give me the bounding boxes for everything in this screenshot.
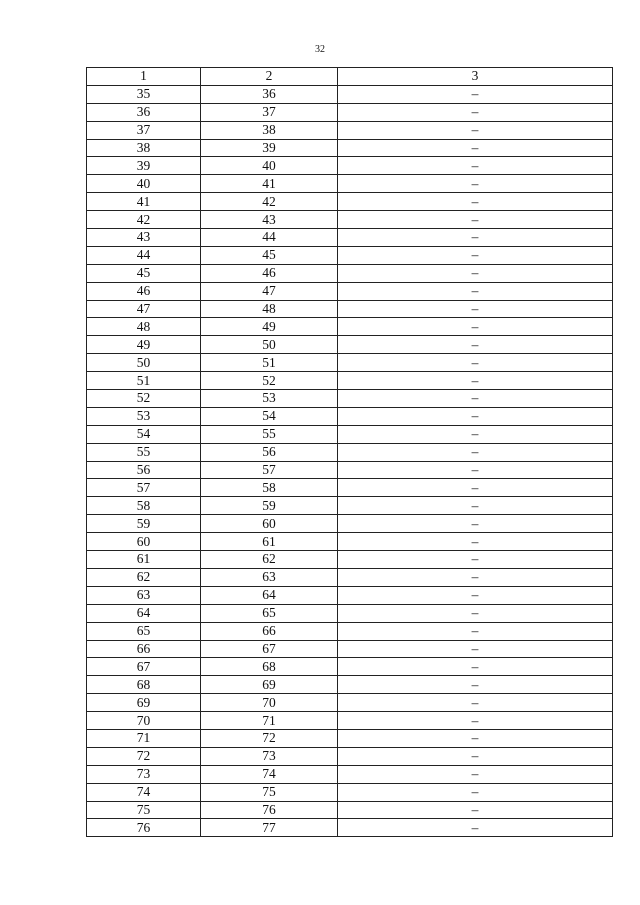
table-cell-col-1: 35 <box>87 85 201 103</box>
table-row <box>87 497 613 515</box>
table-row <box>87 85 613 103</box>
table-cell-col-3: – <box>338 282 613 300</box>
table-cell-col-1: 63 <box>87 586 201 604</box>
table-cell-col-1: 37 <box>87 121 201 139</box>
table-cell-col-2: 51 <box>201 354 338 372</box>
table-cell-col-3: – <box>338 479 613 497</box>
table-cell-col-1: 41 <box>87 193 201 211</box>
table-row <box>87 551 613 569</box>
table-cell-col-1: 39 <box>87 157 201 175</box>
table-cell-col-2: 75 <box>201 783 338 801</box>
table-cell-col-3: – <box>338 354 613 372</box>
table-row <box>87 300 613 318</box>
table-cell-col-1: 47 <box>87 300 201 318</box>
table-cell-col-3: – <box>338 801 613 819</box>
table-cell-col-3: – <box>338 407 613 425</box>
table-cell-col-1: 68 <box>87 676 201 694</box>
table-row <box>87 318 613 336</box>
table-row <box>87 425 613 443</box>
table-row <box>87 533 613 551</box>
table-cell-col-1: 46 <box>87 282 201 300</box>
header-row <box>87 68 613 86</box>
table-cell-col-1: 66 <box>87 640 201 658</box>
table-cell-col-1: 42 <box>87 211 201 229</box>
table-row <box>87 694 613 712</box>
table-row <box>87 354 613 372</box>
table-cell-col-1: 75 <box>87 801 201 819</box>
table-cell-col-2: 53 <box>201 390 338 408</box>
table-row <box>87 640 613 658</box>
table-cell-col-1: 73 <box>87 765 201 783</box>
table-cell-col-3: – <box>338 551 613 569</box>
table-cell-col-3: – <box>338 443 613 461</box>
table-cell-col-2: 41 <box>201 175 338 193</box>
table-cell-col-2: 37 <box>201 103 338 121</box>
table-cell-col-2: 50 <box>201 336 338 354</box>
table-row <box>87 229 613 247</box>
table-cell-col-3: – <box>338 193 613 211</box>
table-cell-col-2: 45 <box>201 246 338 264</box>
table-row <box>87 676 613 694</box>
table-cell-col-3: – <box>338 729 613 747</box>
column-header-3: 3 <box>338 68 613 86</box>
table-row <box>87 622 613 640</box>
table-cell-col-2: 49 <box>201 318 338 336</box>
table-row <box>87 157 613 175</box>
table-row <box>87 479 613 497</box>
table-cell-col-2: 43 <box>201 211 338 229</box>
table-cell-col-3: – <box>338 211 613 229</box>
table-row <box>87 568 613 586</box>
table-cell-col-2: 72 <box>201 729 338 747</box>
table-cell-col-1: 38 <box>87 139 201 157</box>
table-cell-col-3: – <box>338 85 613 103</box>
table-cell-col-3: – <box>338 694 613 712</box>
table-cell-col-1: 48 <box>87 318 201 336</box>
table-cell-col-2: 71 <box>201 712 338 730</box>
table-row <box>87 193 613 211</box>
table-cell-col-2: 55 <box>201 425 338 443</box>
table-cell-col-3: – <box>338 783 613 801</box>
table-cell-col-3: – <box>338 318 613 336</box>
table-cell-col-2: 73 <box>201 747 338 765</box>
table-cell-col-1: 55 <box>87 443 201 461</box>
table-cell-col-1: 51 <box>87 372 201 390</box>
table-cell-col-3: – <box>338 622 613 640</box>
table-row <box>87 407 613 425</box>
table-cell-col-1: 61 <box>87 551 201 569</box>
table-cell-col-1: 57 <box>87 479 201 497</box>
table-cell-col-3: – <box>338 533 613 551</box>
table-row <box>87 336 613 354</box>
table-cell-col-3: – <box>338 676 613 694</box>
table-cell-col-3: – <box>338 300 613 318</box>
table-cell-col-1: 58 <box>87 497 201 515</box>
table-cell-col-2: 38 <box>201 121 338 139</box>
table-cell-col-3: – <box>338 121 613 139</box>
table-cell-col-2: 70 <box>201 694 338 712</box>
table-cell-col-1: 67 <box>87 658 201 676</box>
table-cell-col-1: 56 <box>87 461 201 479</box>
column-header-2: 2 <box>201 68 338 86</box>
table-cell-col-2: 68 <box>201 658 338 676</box>
table-cell-col-3: – <box>338 640 613 658</box>
table-cell-col-1: 59 <box>87 515 201 533</box>
table-cell-col-2: 65 <box>201 604 338 622</box>
table-row <box>87 390 613 408</box>
table-cell-col-3: – <box>338 461 613 479</box>
table-row <box>87 712 613 730</box>
table-row <box>87 211 613 229</box>
table-cell-col-2: 62 <box>201 551 338 569</box>
table-cell-col-1: 76 <box>87 819 201 837</box>
table-cell-col-2: 67 <box>201 640 338 658</box>
table-cell-col-1: 49 <box>87 336 201 354</box>
table-cell-col-3: – <box>338 264 613 282</box>
page-number: 32 <box>315 44 325 55</box>
table-cell-col-3: – <box>338 586 613 604</box>
table-cell-col-3: – <box>338 246 613 264</box>
table-cell-col-2: 60 <box>201 515 338 533</box>
table-body <box>87 85 613 836</box>
table-cell-col-2: 64 <box>201 586 338 604</box>
table-cell-col-2: 63 <box>201 568 338 586</box>
table-cell-col-2: 57 <box>201 461 338 479</box>
table-cell-col-2: 59 <box>201 497 338 515</box>
table-cell-col-3: – <box>338 819 613 837</box>
table-cell-col-3: – <box>338 390 613 408</box>
table-cell-col-3: – <box>338 765 613 783</box>
data-table <box>86 67 613 837</box>
table-cell-col-1: 53 <box>87 407 201 425</box>
table-cell-col-1: 65 <box>87 622 201 640</box>
table-cell-col-2: 66 <box>201 622 338 640</box>
table-cell-col-2: 36 <box>201 85 338 103</box>
table-row <box>87 443 613 461</box>
table-row <box>87 175 613 193</box>
table-cell-col-3: – <box>338 372 613 390</box>
table-cell-col-2: 76 <box>201 801 338 819</box>
table-cell-col-2: 61 <box>201 533 338 551</box>
table-row <box>87 515 613 533</box>
table-row <box>87 586 613 604</box>
table-cell-col-2: 48 <box>201 300 338 318</box>
table-cell-col-3: – <box>338 157 613 175</box>
table-row <box>87 121 613 139</box>
table-cell-col-1: 74 <box>87 783 201 801</box>
table-cell-col-3: – <box>338 658 613 676</box>
table-cell-col-2: 46 <box>201 264 338 282</box>
table-cell-col-1: 50 <box>87 354 201 372</box>
table-row <box>87 372 613 390</box>
table-row <box>87 729 613 747</box>
table-row <box>87 282 613 300</box>
table-cell-col-3: – <box>338 103 613 121</box>
table-row <box>87 103 613 121</box>
table-row <box>87 819 613 837</box>
table-cell-col-2: 42 <box>201 193 338 211</box>
table-cell-col-2: 40 <box>201 157 338 175</box>
table-cell-col-2: 47 <box>201 282 338 300</box>
table-row <box>87 246 613 264</box>
table-cell-col-3: – <box>338 747 613 765</box>
table-cell-col-2: 58 <box>201 479 338 497</box>
table-cell-col-1: 60 <box>87 533 201 551</box>
table-cell-col-1: 36 <box>87 103 201 121</box>
table-cell-col-2: 52 <box>201 372 338 390</box>
table-cell-col-1: 69 <box>87 694 201 712</box>
table-cell-col-1: 44 <box>87 246 201 264</box>
table-cell-col-1: 45 <box>87 264 201 282</box>
table-cell-col-2: 77 <box>201 819 338 837</box>
table-cell-col-2: 54 <box>201 407 338 425</box>
table-row <box>87 461 613 479</box>
table-cell-col-3: – <box>338 425 613 443</box>
table-cell-col-1: 43 <box>87 229 201 247</box>
table-cell-col-3: – <box>338 712 613 730</box>
table-row <box>87 264 613 282</box>
table-cell-col-1: 54 <box>87 425 201 443</box>
table-cell-col-2: 56 <box>201 443 338 461</box>
table-cell-col-1: 71 <box>87 729 201 747</box>
table-header <box>87 68 613 86</box>
table-cell-col-3: – <box>338 175 613 193</box>
table-cell-col-1: 70 <box>87 712 201 730</box>
table-cell-col-1: 72 <box>87 747 201 765</box>
table-cell-col-1: 52 <box>87 390 201 408</box>
column-header-1: 1 <box>87 68 201 86</box>
table-row <box>87 658 613 676</box>
table-cell-col-3: – <box>338 229 613 247</box>
table-cell-col-3: – <box>338 515 613 533</box>
table-cell-col-3: – <box>338 497 613 515</box>
table-cell-col-2: 44 <box>201 229 338 247</box>
table-cell-col-3: – <box>338 336 613 354</box>
table-row <box>87 765 613 783</box>
table-cell-col-1: 64 <box>87 604 201 622</box>
table-cell-col-2: 74 <box>201 765 338 783</box>
table-row <box>87 801 613 819</box>
table-cell-col-2: 39 <box>201 139 338 157</box>
table-cell-col-3: – <box>338 568 613 586</box>
table-cell-col-1: 40 <box>87 175 201 193</box>
table-row <box>87 783 613 801</box>
table-cell-col-1: 62 <box>87 568 201 586</box>
table-cell-col-3: – <box>338 139 613 157</box>
table-cell-col-2: 69 <box>201 676 338 694</box>
table-cell-col-3: – <box>338 604 613 622</box>
table-row <box>87 604 613 622</box>
table-row <box>87 747 613 765</box>
table-row <box>87 139 613 157</box>
